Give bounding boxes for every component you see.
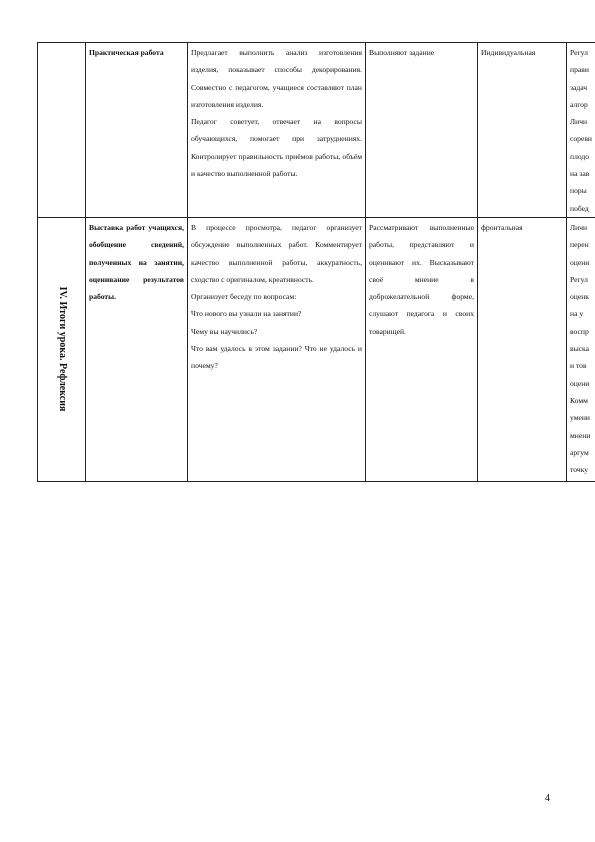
teacher-paragraph: Педагог советует, отвечает на вопросы обучающихся, помогает при затруднениях. Контролирует правильность приёмов работы, объём и качество выполненной работы. (191, 117, 362, 179)
teacher-activity-cell (188, 43, 366, 218)
teacher-activity-cell (188, 217, 366, 481)
lesson-plan-table (37, 42, 595, 482)
teacher-paragraph: В процессе просмотра, педагог организует обсуждение выполненных работ. Комментирует качество выполненной работы, аккуратность, сходство с оригиналом, креативность. (191, 222, 362, 284)
student-activity-cell (366, 43, 478, 218)
result-line: задач (570, 82, 588, 92)
result-line: точку (570, 465, 589, 475)
stage-cell (38, 217, 86, 481)
result-line: поры (570, 186, 587, 196)
student-activity-cell (366, 217, 478, 481)
work-form-cell (478, 217, 567, 481)
stage-content-cell (86, 43, 188, 218)
result-line: на зав (570, 169, 590, 179)
stage-cell (38, 43, 86, 218)
result-line: аргум (570, 447, 589, 457)
work-form-cell (478, 43, 567, 218)
result-line: мнени (570, 430, 591, 440)
result-line: на у (570, 309, 584, 319)
teacher-paragraph: Что нового вы узнали на занятии? (191, 309, 302, 319)
result-line: плодо (570, 151, 590, 161)
work-form: Индивидуальная (481, 48, 536, 57)
result-line: побед (570, 203, 589, 213)
teacher-paragraph: Предлагает выполнить анализ изготовления изделия, показывает способы декорирования. Совместно с педагогом, учащиеся составляют план изготовления изделия. (191, 48, 362, 109)
result-line: Личн (570, 117, 588, 127)
stage-content: Практическая работа (89, 48, 164, 57)
result-line: прави (570, 65, 589, 75)
teacher-paragraph: Организует беседу по вопросам: (191, 292, 297, 302)
stage-content-cell (86, 217, 188, 481)
result-line: оцени (570, 257, 590, 267)
teacher-paragraph: Чему вы научились? (191, 326, 258, 336)
result-line: соревн (570, 134, 592, 144)
result-line: Комм (570, 395, 588, 405)
result-line: Личн (570, 222, 588, 232)
table-row (38, 217, 595, 481)
result-line: умени (570, 413, 591, 423)
teacher-paragraph: Что вам удалось в этом задании? Что не удалось и почему? (191, 344, 362, 371)
result-line: оцени (570, 378, 590, 388)
result-line: Регул (570, 274, 588, 284)
table-row (38, 43, 595, 218)
result-line: оценк (570, 292, 589, 302)
result-line: перен (570, 240, 589, 250)
student-activity: Рассматривают выполненные работы, представляют и оценивают их. Высказывают своё мнение в доброжелательной форме, слушают педагога и своих товарищей. (369, 222, 474, 336)
result-line: алгор (570, 99, 588, 109)
stage-label: IV. Итоги урока. Рефлексия (56, 287, 68, 412)
stage-content: Выставка работ учащихся, обобщение сведений, полученных на занятии, оценивание результатов работы. (89, 222, 184, 302)
student-activity: Выполняют задание (369, 48, 435, 57)
page-number: 4 (545, 793, 550, 804)
result-line: воспр (570, 326, 589, 336)
result-cell (567, 217, 595, 481)
result-line: и тов (570, 361, 587, 371)
result-line: Регул (570, 48, 588, 57)
work-form: фронтальная (481, 222, 523, 232)
result-line: выска (570, 344, 590, 354)
result-cell (567, 43, 595, 218)
